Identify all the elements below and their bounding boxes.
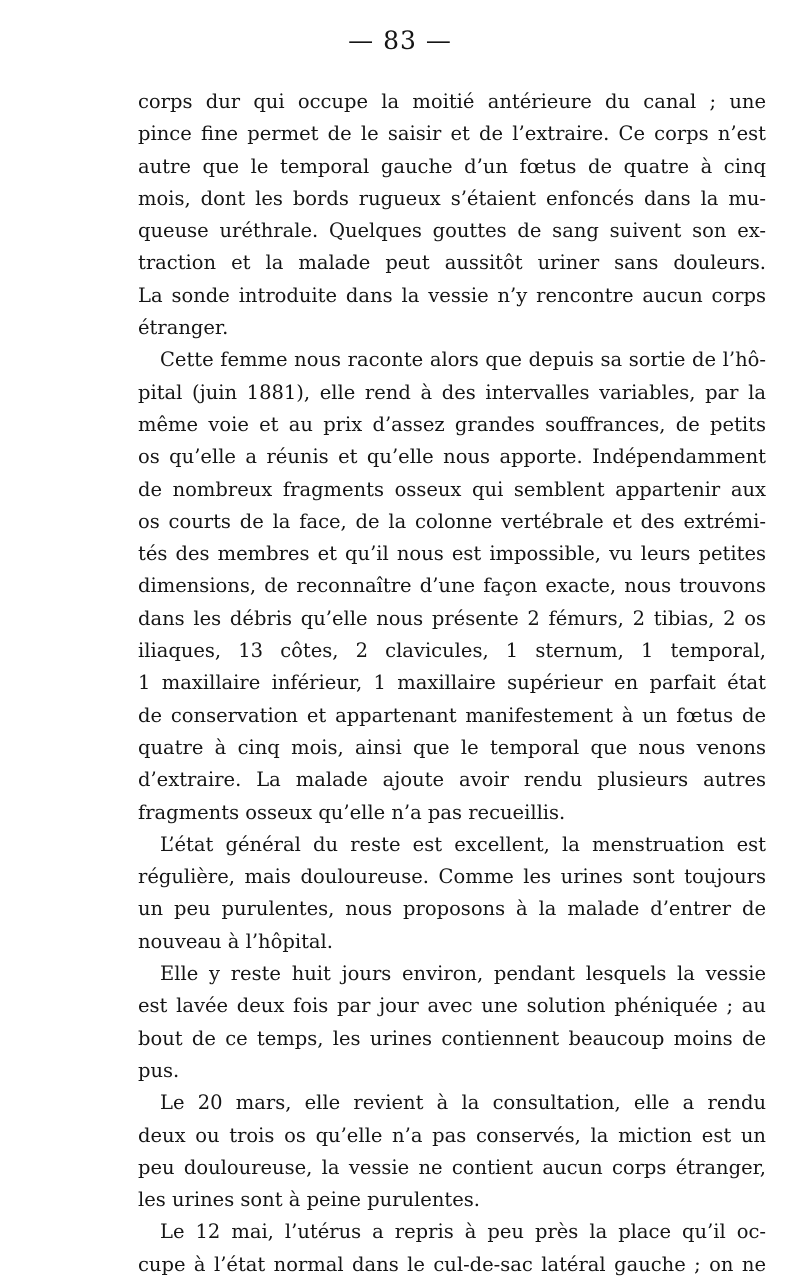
text-line: corps dur qui occupe la moitié antérieure du canal ; une [138, 90, 766, 113]
text-line: La sonde introduite dans la vessie n’y rencontre aucun corps [138, 283, 766, 307]
text-line: os qu’elle a réunis et qu’elle nous apporte. Indépendamment [138, 445, 766, 469]
paragraph-start-line: Le 20 mars, elle revient à la consultation, elle a rendu [160, 1091, 766, 1115]
text-line: autre que le temporal gauche d’un fœtus de quatre à cinq [138, 154, 766, 178]
paragraph-start-line: L’état général du reste est excellent, la menstruation est [160, 832, 766, 856]
text-line: même voie et au prix d’assez grandes souffrances, de petits [138, 412, 766, 436]
text-line: fragments osseux qu’elle n’a pas recueillis. [138, 800, 566, 824]
text-line: un peu purulentes, nous proposons à la malade d’entrer de [138, 897, 766, 921]
paragraph-start-line: Cette femme nous raconte alors que depuis sa sortie de l’hô- [160, 348, 766, 372]
text-line: pince fine permet de le saisir et de l’extraire. Ce corps n’est [138, 122, 766, 146]
text-line: traction et la malade peut aussitôt uriner sans douleurs. [138, 251, 766, 275]
text-line: étranger. [138, 316, 229, 340]
text-line: dans les débris qu’elle nous présente 2 fémurs, 2 tibias, 2 os [138, 606, 766, 630]
paragraph-start-line: Le 12 mai, l’utérus a repris à peu près la place qu’il oc- [160, 1220, 766, 1244]
text-line: dimensions, de reconnaître d’une façon exacte, nous trouvons [138, 574, 766, 598]
text-line: pital (juin 1881), elle rend à des intervalles variables, par la [138, 380, 766, 404]
text-line: de nombreux fragments osseux qui semblent appartenir aux [138, 477, 766, 501]
text-line: deux ou trois os qu’elle n’a pas conservés, la miction est un [138, 1123, 766, 1147]
text-line: les urines sont à peine purulentes. [138, 1188, 480, 1212]
text-line: est lavée deux fois par jour avec une solution phéniquée ; au [138, 994, 766, 1018]
text-line: quatre à cinq mois, ainsi que le temporal que nous venons [138, 735, 766, 759]
text-line: cupe à l’état normal dans le cul-de-sac latéral gauche ; on ne [138, 1252, 766, 1276]
text-line: peu douloureuse, la vessie ne contient aucun corps étranger, [138, 1155, 766, 1179]
text-line: 1 maxillaire inférieur, 1 maxillaire supérieur en parfait état [138, 671, 766, 695]
text-line: tés des membres et qu’il nous est impossible, vu leurs petites [138, 542, 766, 566]
text-line: iliaques, 13 côtes, 2 clavicules, 1 sternum, 1 temporal, [138, 639, 766, 663]
text-line: de conservation et appartenant manifestement à un fœtus de [138, 703, 766, 727]
text-line: os courts de la face, de la colonne vertébrale et des extrémi- [138, 509, 766, 533]
text-line: nouveau à l’hôpital. [138, 929, 333, 953]
paragraph-start-line: Elle y reste huit jours environ, pendant lesquels la vessie [160, 962, 766, 986]
page-number: — 83 — [348, 26, 452, 55]
text-line: d’extraire. La malade ajoute avoir rendu plusieurs autres [138, 768, 766, 792]
text-line: queuse uréthrale. Quelques gouttes de sang suivent son ex- [138, 219, 766, 243]
text-line: pus. [138, 1058, 180, 1082]
body-text [138, 86, 766, 1281]
text-line: bout de ce temps, les urines contiennent beaucoup moins de [138, 1026, 766, 1050]
text-line: mois, dont les bords rugueux s’étaient enfoncés dans la mu- [138, 186, 766, 210]
text-line: régulière, mais douloureuse. Comme les urines sont toujours [138, 865, 766, 889]
